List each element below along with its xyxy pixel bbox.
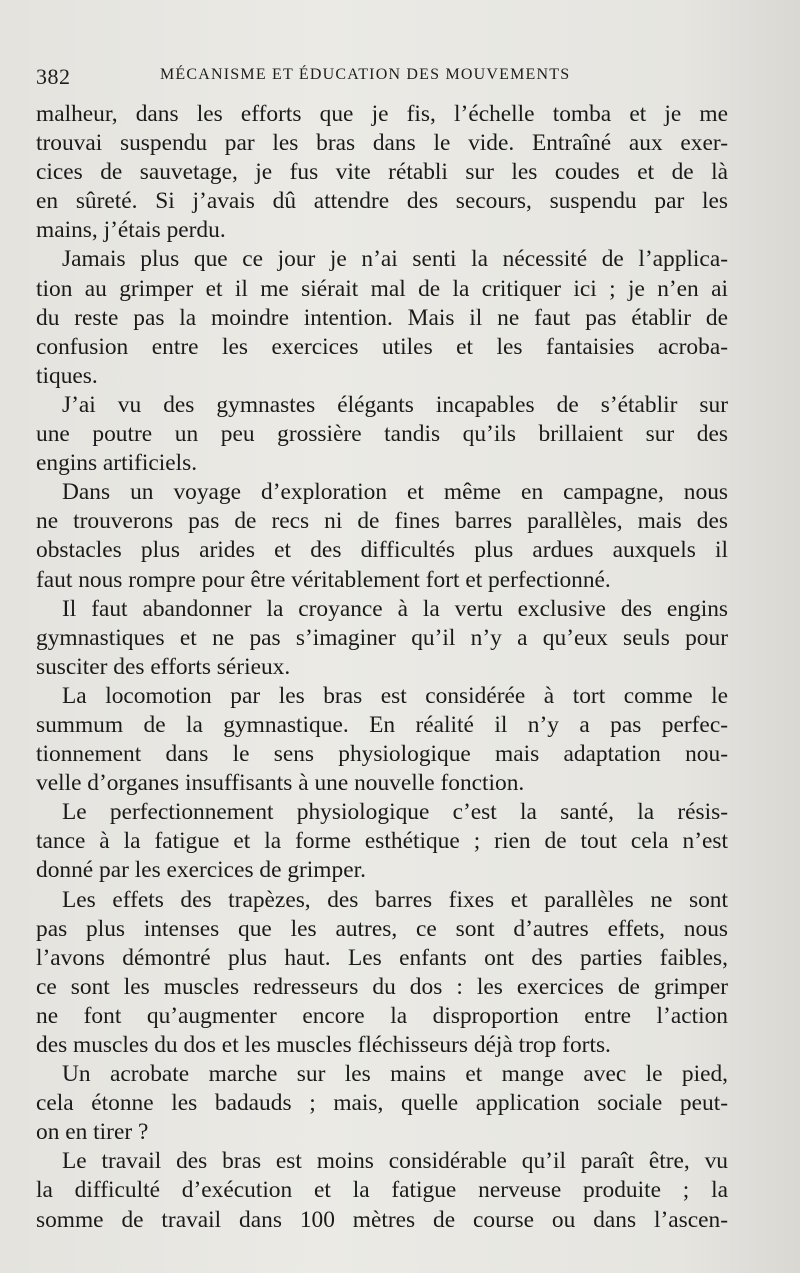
text-line: confusion entre les exercices utiles et les fantaisies acroba- [36,333,728,360]
text-line: faut nous rompre pour être véritablement fort et perfectionné. [36,566,611,593]
text-line: J’ai vu des gymnastes élégants incapables de s’établir sur [62,391,728,418]
text-line: malheur, dans les efforts que je fis, l’échelle tomba et je me [36,101,728,127]
text-line: ne font qu’augmenter encore la disproportion entre l’action [36,1002,728,1029]
text-line: somme de travail dans 100 mètres de course ou dans l’ascen- [36,1206,728,1233]
text-line: tance à la fatigue et la forme esthétique ; rien de tout cela n’est [36,828,728,855]
text-line: obstacles plus arides et des difficultés plus ardues auxquels il [36,537,728,564]
text-line: Un acrobate marche sur les mains et mange avec le pied, [62,1061,728,1088]
text-line: pas plus intenses que les autres, ce sont d’autres effets, nous [36,915,728,942]
text-line: La locomotion par les bras est considérée à tort comme le [62,682,728,709]
text-line: susciter des efforts sérieux. [36,653,291,680]
text-line: une poutre un peu grossière tandis qu’ils brillaient sur des [36,421,728,448]
text-line: Dans un voyage d’exploration et même en campagne, nous [62,479,728,506]
text-line: tionnement dans le sens physiologique mais adaptation nou- [36,741,728,768]
page-header [36,62,726,92]
text-line: des muscles du dos et les muscles fléchisseurs déjà trop forts. [36,1032,611,1058]
text-line: mains, j’étais perdu. [36,217,226,244]
text-line: cices de sauvetage, je fus vite rétabli sur les coudes et de là [36,159,728,186]
text-line: tion au grimper et il me siérait mal de la critiquer ici ; je n’en ai [36,275,728,302]
text-line: gymnastiques et ne pas s’imaginer qu’il n’y a qu’eux seuls pour [36,624,728,651]
text-line: l’avons démontré plus haut. Les enfants ont des parties faibles, [36,944,728,971]
text-line: Jamais plus que ce jour je n’ai senti la nécessité de l’applica- [62,246,728,273]
text-line: Les effets des trapèzes, des barres fixes et parallèles ne sont [62,886,728,913]
text-line: Il faut abandonner la croyance à la vertu exclusive des engins [62,595,728,622]
text-line: trouvai suspendu par les bras dans le vide. Entraîné aux exer- [36,130,728,157]
text-line: la difficulté d’exécution et la fatigue nerveuse produite ; la [36,1177,728,1204]
body-text [36,100,728,1235]
text-line: on en tirer ? [36,1119,149,1146]
text-line: velle d’organes insuffisants à une nouvelle fonction. [36,770,525,797]
text-line: Le travail des bras est moins considérable qu’il paraît être, vu [62,1148,728,1175]
running-title: MÉCANISME ET ÉDUCATION DES MOUVEMENTS [160,66,571,83]
text-line: cela étonne les badauds ; mais, quelle application sociale peut- [36,1090,728,1117]
text-line: ce sont les muscles redresseurs du dos : les exercices de grimper [36,973,728,1000]
text-line: donné par les exercices de grimper. [36,857,366,884]
text-line: du reste pas la moindre intention. Mais il ne faut pas établir de [36,304,728,331]
page-number: 382 [36,64,71,89]
text-line: ne trouverons pas de recs ni de fines barres parallèles, mais des [36,508,728,535]
text-line: en sûreté. Si j’avais dû attendre des secours, suspendu par les [36,188,728,215]
text-line: Le perfectionnement physiologique c’est la santé, la résis- [62,799,728,826]
text-line: tiques. [36,362,98,389]
text-line: engins artificiels. [36,450,198,477]
text-line: summum de la gymnastique. En réalité il n’y a pas perfec- [36,711,728,738]
